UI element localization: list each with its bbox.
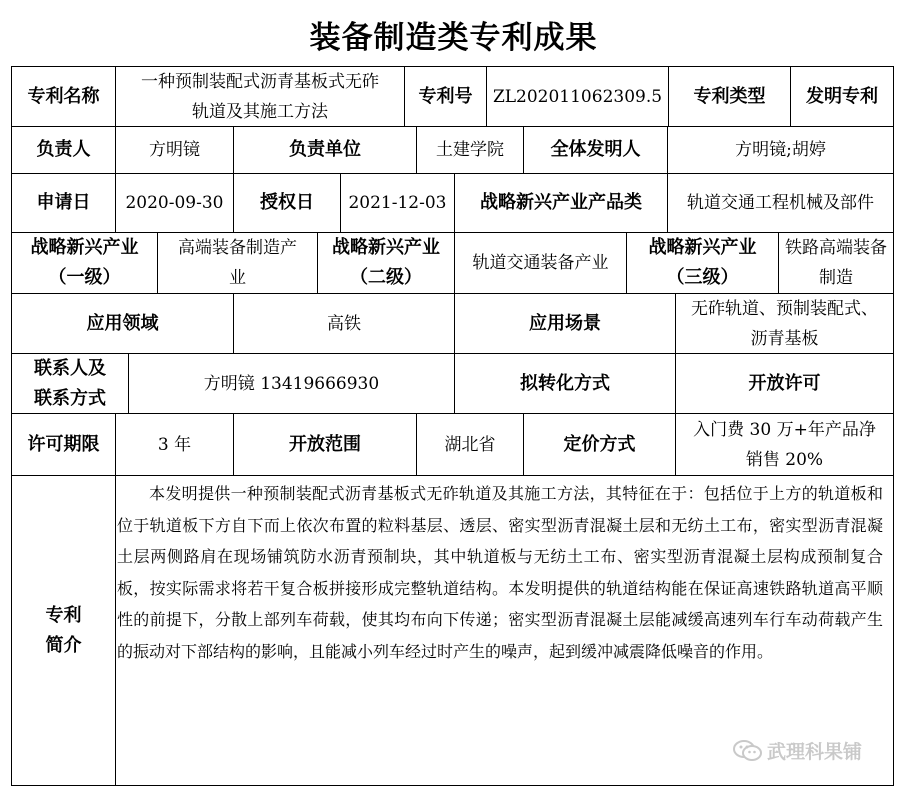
patent-no-label: 专利号 xyxy=(404,66,486,126)
contact-label: 联系人及联系方式 xyxy=(11,353,128,413)
pricing-method-label: 定价方式 xyxy=(523,413,675,475)
application-scene-label: 应用场景 xyxy=(454,293,675,353)
responsible-unit-label: 负责单位 xyxy=(233,126,416,173)
watermark xyxy=(733,737,862,764)
wechat-icon xyxy=(733,739,763,763)
industry-level1-label: 战略新兴产业（一级） xyxy=(11,232,157,293)
inventors-value: 方明镜;胡婷 xyxy=(667,126,894,173)
contact-value: 方明镜 13419666930 xyxy=(128,353,454,413)
page-title: 装备制造类专利成果 xyxy=(309,20,598,56)
grant-date-label: 授权日 xyxy=(233,173,340,232)
patent-intro-label: 专利简介 xyxy=(11,475,115,786)
apply-date-label: 申请日 xyxy=(11,173,115,232)
patent-no-value: ZL202011062309.5 xyxy=(486,66,668,126)
watermark-text: 武理科果铺 xyxy=(767,741,863,763)
industry-level3-value: 铁路高端装备制造 xyxy=(778,232,894,293)
industry-level1-value: 高端装备制造产业 xyxy=(157,232,317,293)
industry-level2-value: 轨道交通装备产业 xyxy=(454,232,626,293)
responsible-person-label: 负责人 xyxy=(11,126,115,173)
grant-date-value: 2021-12-03 xyxy=(340,173,454,232)
license-period-value: 3 年 xyxy=(115,413,233,475)
patent-name-label: 专利名称 xyxy=(11,66,115,126)
industry-level3-label: 战略新兴产业（三级） xyxy=(626,232,778,293)
responsible-person-value: 方明镜 xyxy=(115,126,233,173)
industry-level2-label: 战略新兴产业（二级） xyxy=(317,232,454,293)
license-period-label: 许可期限 xyxy=(11,413,115,475)
responsible-unit-value: 土建学院 xyxy=(416,126,523,173)
open-scope-value: 湖北省 xyxy=(416,413,523,475)
product-category-label: 战略新兴产业产品类 xyxy=(454,173,667,232)
inventors-label: 全体发明人 xyxy=(523,126,667,173)
apply-date-value: 2020-09-30 xyxy=(115,173,233,232)
patent-intro-text: 本发明提供一种预制装配式沥青基板式无砟轨道及其施工方法，其特征在于：包括位于上方的轨道板和位于轨道板下方自下而上依次布置的粒料基层、透层、密实型沥青混凝土层和无纺土工布，密实型沥青混凝土层两侧路肩在现场铺筑防水沥青预制块，其中轨道板与无纺土工布、密实型沥青混凝土层构成预制复合板，按实际需求将若干复合板拼接形成完整轨道结构。本发明提供的轨道结构能在保证高速铁路轨道高平顺性的前提下，分散上部列车荷载，使其均布向下传递；密实型沥青混凝土层能减缓高速列车行车动荷载产生的振动对下部结构的影响，且能减小列车经过时产生的噪声，起到缓冲减震降低噪音的作用。 xyxy=(117,484,883,661)
transfer-method-value: 开放许可 xyxy=(675,353,894,413)
application-field-label: 应用领域 xyxy=(11,293,233,353)
patent-name-value: 一种预制装配式沥青基板式无砟轨道及其施工方法 xyxy=(115,66,404,126)
open-scope-label: 开放范围 xyxy=(233,413,416,475)
application-field-value: 高铁 xyxy=(233,293,454,353)
transfer-method-label: 拟转化方式 xyxy=(454,353,675,413)
application-scene-value: 无砟轨道、预制装配式、沥青基板 xyxy=(675,293,894,353)
pricing-method-value: 入门费 30 万+年产品净销售 20% xyxy=(675,413,894,475)
product-category-value: 轨道交通工程机械及部件 xyxy=(667,173,894,232)
patent-type-label: 专利类型 xyxy=(668,66,790,126)
patent-type-value: 发明专利 xyxy=(790,66,894,126)
